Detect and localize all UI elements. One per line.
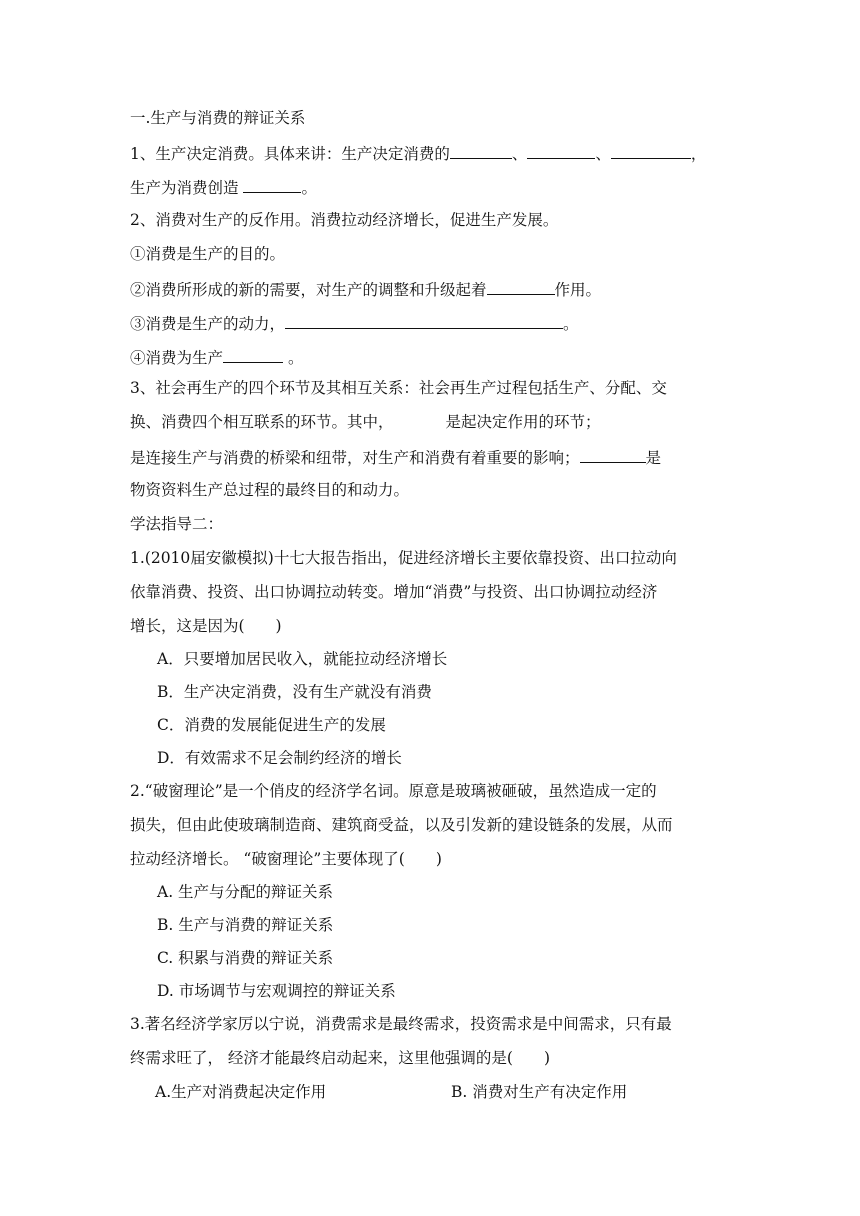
question-1-option-b: B．生产决定消费，没有生产就没有消费 [157, 683, 432, 701]
question-1-option-d: D．有效需求不足会制约经济的增长 [157, 749, 402, 767]
point-1: ①消费是生产的目的。 [130, 245, 286, 263]
paragraph-3-line-2: 换、消费四个相互联系的环节。其中， 是起决定作用的环节； [130, 413, 601, 431]
question-2-line-2: 损失，但由此使玻璃制造商、建筑商受益，以及引发新的建设链条的发展，从而 [130, 816, 673, 834]
question-1-line-2: 依靠消费、投资、出口协调拉动转变。增加“消费”与投资、出口协调拉动经济 [130, 583, 658, 601]
fill-blank[interactable] [450, 141, 512, 159]
paragraph-3-line-1: 3、社会再生产的四个环节及其相互关系：社会再生产过程包括生产、分配、交 [130, 379, 667, 397]
point-4: ④消费为生产 。 [130, 345, 303, 369]
question-3-option-b: B. 消费对生产有决定作用 [451, 1083, 628, 1101]
question-2-option-a: A. 生产与分配的辩证关系 [157, 883, 334, 901]
paragraph-3-line-4: 物资资料生产总过程的最终目的和动力。 [130, 481, 410, 499]
fill-blank[interactable] [223, 345, 283, 363]
question-1-option-a: A．只要增加居民收入，就能拉动经济增长 [157, 650, 448, 668]
question-3-option-a: A.生产对消费起决定作用 [155, 1083, 327, 1101]
paragraph-1-line-2: 生产为消费创造 。 [130, 175, 317, 199]
question-2-option-c: C. 积累与消费的辩证关系 [157, 949, 334, 967]
fill-blank[interactable] [611, 141, 691, 159]
fill-blank[interactable] [487, 277, 555, 295]
question-1-line-3: 增长，这是因为( ) [130, 617, 282, 635]
fill-blank[interactable] [580, 445, 646, 463]
paragraph-2: 2、消费对生产的反作用。消费拉动经济增长，促进生产发展。 [130, 211, 559, 229]
section-title-1: 一.生产与消费的辩证关系 [130, 109, 306, 127]
question-2-option-b: B. 生产与消费的辩证关系 [157, 916, 334, 934]
point-2: ②消费所形成的新的需要，对生产的调整和升级起着 作用。 [130, 277, 601, 301]
question-2-line-3: 拉动经济增长。 “破窗理论”主要体现了( ) [130, 850, 442, 868]
fill-blank[interactable] [243, 175, 301, 193]
fill-blank[interactable] [527, 141, 595, 159]
paragraph-3-line-3: 是连接生产与消费的桥梁和纽带，对生产和消费有着重要的影响； 是 [130, 445, 661, 469]
point-3: ③消费是生产的动力， 。 [130, 311, 579, 335]
fill-blank[interactable] [285, 311, 563, 329]
question-2-option-d: D. 市场调节与宏观调控的辩证关系 [157, 982, 396, 1000]
question-1-line-1: 1.(2010届安徽模拟)十七大报告指出，促进经济增长主要依靠投资、出口拉动向 [130, 549, 677, 567]
question-2-line-1: 2.“破窗理论”是一个俏皮的经济学名词。原意是玻璃被砸破，虽然造成一定的 [130, 782, 657, 800]
section-title-2: 学法指导二： [130, 515, 224, 533]
question-3-line-1: 3.著名经济学家厉以宁说，消费需求是最终需求，投资需求是中间需求，只有最 [130, 1015, 672, 1033]
question-3-line-2: 终需求旺了， 经济才能最终启动起来，这里他强调的是( ) [130, 1049, 551, 1067]
question-1-option-c: C．消费的发展能促进生产的发展 [157, 716, 386, 734]
paragraph-1-line-1: 1、生产决定消费。具体来讲：生产决定消费的 、 、 ， [130, 141, 706, 165]
